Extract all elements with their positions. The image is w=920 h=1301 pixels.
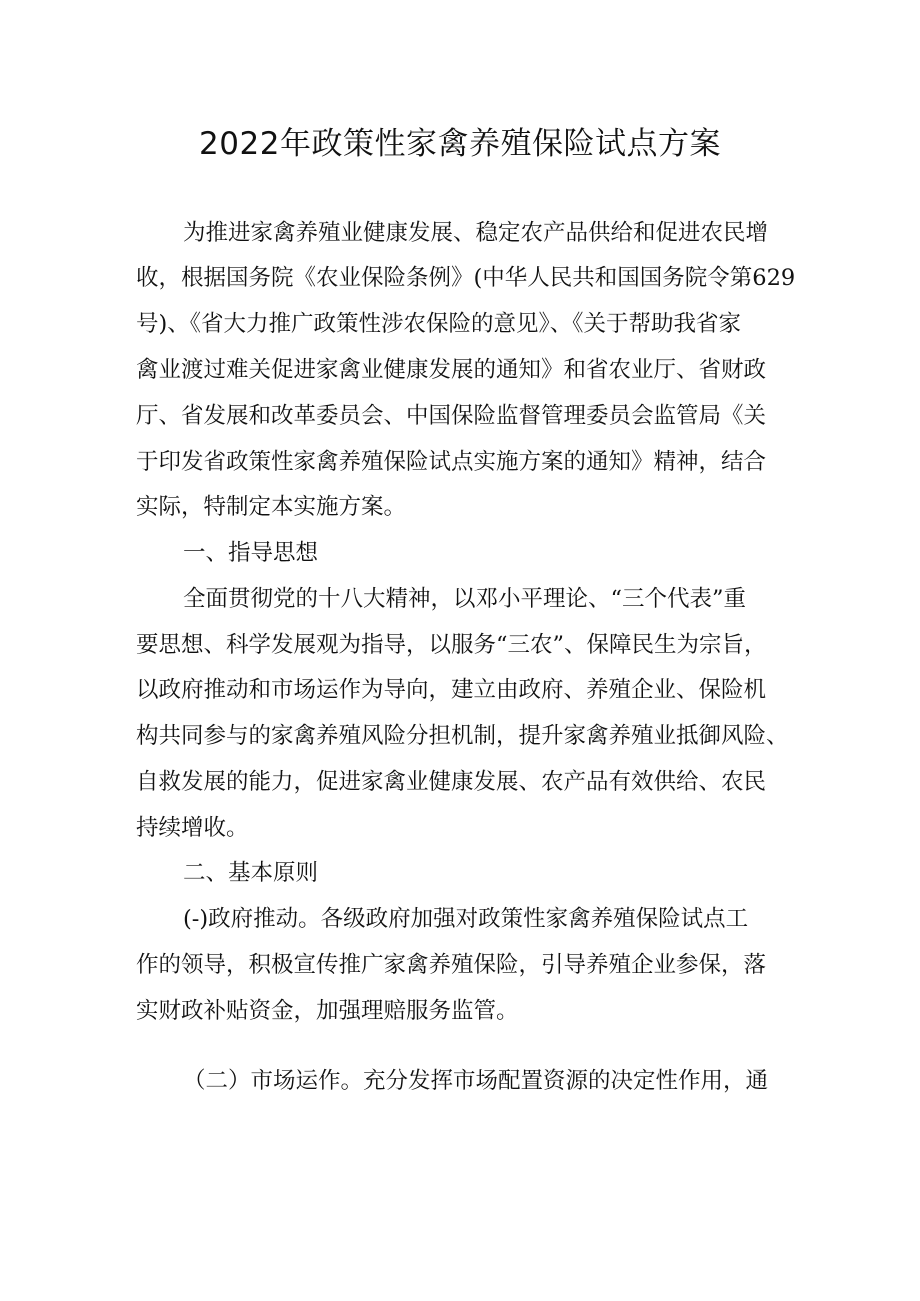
section-heading: 二、基本原则 xyxy=(183,860,319,886)
document-title: 2022年政策性家禽养殖保险试点方案 xyxy=(199,126,721,162)
section-heading: 一、指导思想 xyxy=(183,540,319,566)
paragraph-line: （二）市场运作。充分发挥市场配置资源的决定性作用，通 xyxy=(183,1068,769,1094)
paragraph-line: 实财政补贴资金，加强理赔服务监管。 xyxy=(136,998,519,1024)
paragraph-line: 要思想、科学发展观为指导，以服务“三农”、保障民生为宗旨， xyxy=(136,632,767,658)
paragraph-line: 实际，特制定本实施方案。 xyxy=(136,494,407,520)
paragraph-line: 全面贯彻党的十八大精神，以邓小平理论、“三个代表”重 xyxy=(183,586,747,612)
paragraph-line: 禽业渡过难关促进家禽业健康发展的通知》和省农业厅、省财政 xyxy=(136,357,767,383)
paragraph-line: 收，根据国务院《农业保险条例》(中华人民共和国国务院令第629 xyxy=(136,265,796,291)
paragraph-line: 构共同参与的家禽养殖风险分担机制，提升家禽养殖业抵御风险、 xyxy=(136,723,789,749)
paragraph-line: 以政府推动和市场运作为导向，建立由政府、养殖企业、保险机 xyxy=(136,677,767,703)
paragraph-line: 为推进家禽养殖业健康发展、稳定农产品供给和促进农民增 xyxy=(183,220,769,246)
paragraph-line: 自救发展的能力，促进家禽业健康发展、农产品有效供给、农民 xyxy=(136,769,767,795)
paragraph-line: (-)政府推动。各级政府加强对政策性家禽养殖保险试点工 xyxy=(183,906,749,932)
paragraph-line: 作的领导，积极宣传推广家禽养殖保险，引导养殖企业参保，落 xyxy=(136,952,767,978)
paragraph-line: 号)、《省大力推广政策性涉农保险的意见》、《关于帮助我省家 xyxy=(136,311,742,337)
paragraph-line: 于印发省政策性家禽养殖保险试点实施方案的通知》精神，结合 xyxy=(136,449,767,475)
paragraph-line: 持续增收。 xyxy=(136,815,249,841)
paragraph-line: 厅、省发展和改革委员会、中国保险监督管理委员会监管局《关 xyxy=(136,403,767,429)
